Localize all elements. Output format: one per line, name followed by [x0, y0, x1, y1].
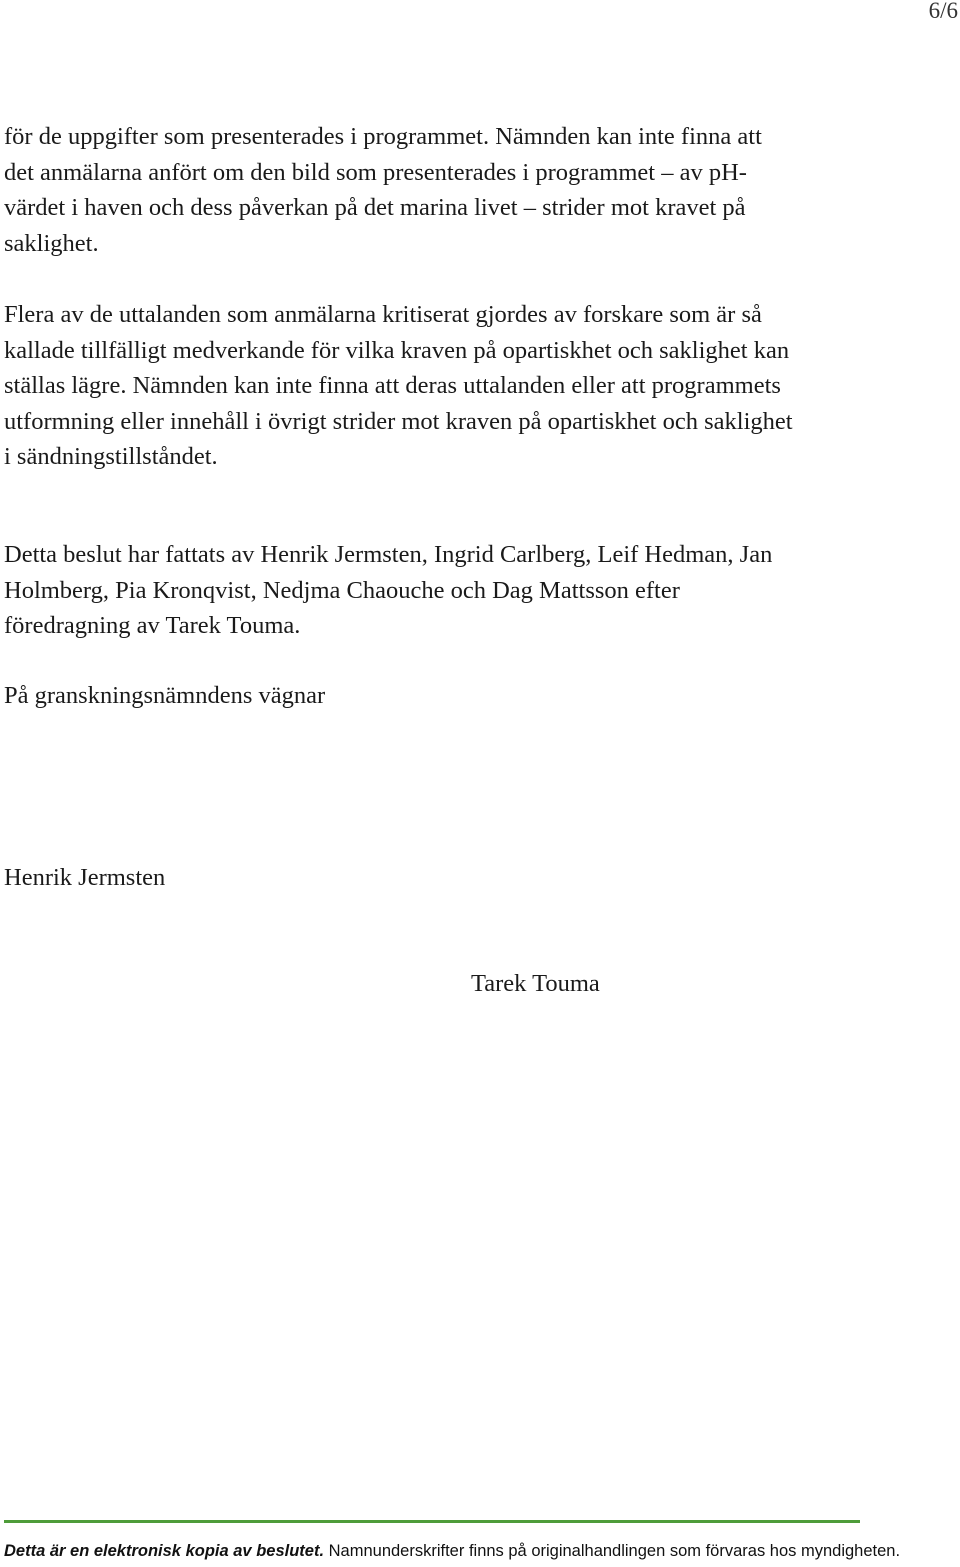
signer-name: Henrik Jermsten: [4, 864, 166, 891]
rapporteur-name: Tarek Touma: [471, 970, 600, 997]
closing-line: På granskningsnämndens vägnar: [4, 682, 326, 709]
body-paragraph-1: för de uppgifter som presenterades i programmet. Nämnden kan inte finna att det anmälarna anfört om den bild som presenterades i programmet – av pH- värdet i haven och dess påverkan på det marina livet – strider mot kravet på saklighet.: [4, 123, 762, 257]
footer-note: [4, 1541, 900, 1561]
decision-makers-paragraph: Detta beslut har fattats av Henrik Jermsten, Ingrid Carlberg, Leif Hedman, Jan Holmberg, Pia Kronqvist, Nedjma Chaouche och Dag Mattsson efter föredragning av Tarek Touma.: [4, 541, 773, 639]
footer-lead: Detta är en elektronisk kopia av beslutet.: [4, 1542, 325, 1560]
page-number: 6/6: [928, 0, 958, 23]
footer-divider: [4, 1520, 860, 1523]
body-paragraph-2: Flera av de uttalanden som anmälarna kritiserat gjordes av forskare som är så kallade tillfälligt medverkande för vilka kraven på opartiskhet och saklighet kan ställas lägre. Nämnden kan inte finna att deras uttalanden eller att programmets utformning eller innehåll i övrigt strider mot kraven på opartiskhet och saklighet i sändningstillståndet.: [4, 301, 793, 470]
footer-text: Namnunderskrifter finns på originalhandlingen som förvaras hos myndigheten.: [328, 1542, 901, 1560]
